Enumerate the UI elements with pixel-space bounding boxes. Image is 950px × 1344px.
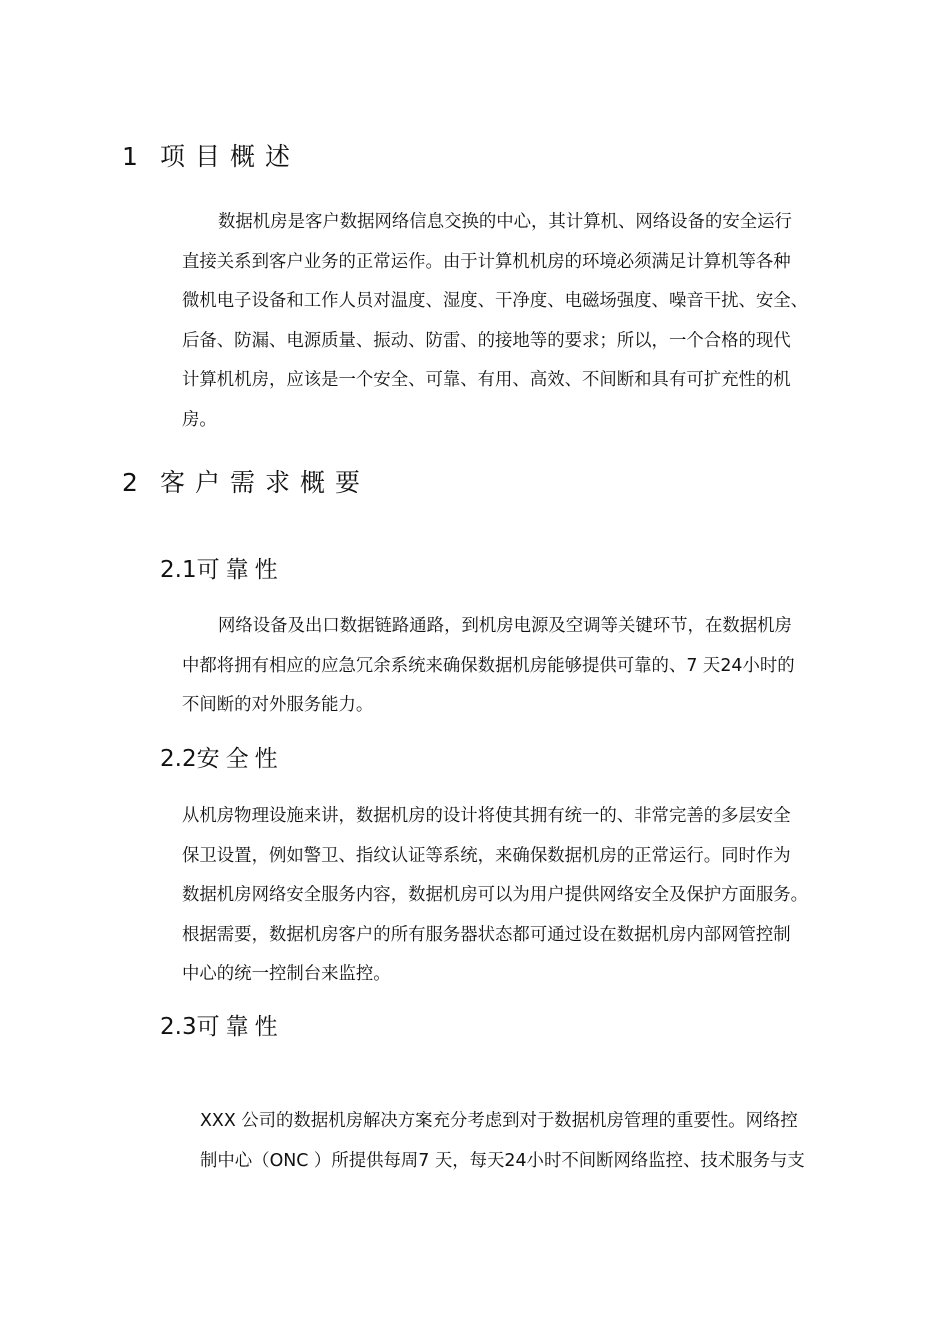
paragraph-line: 网络设备及出口数据链路通路，到机房电源及空调等关键环节，在数据机房 (218, 616, 792, 636)
section-2-title: 客户需求概要 (160, 468, 371, 497)
subsection-2-1-number: 2.1 (160, 557, 197, 583)
paragraph-line: 房。 (182, 409, 217, 430)
subsection-2-1-paragraph (182, 607, 882, 726)
paragraph-line: 制中心（ONC ）所提供每周7 天，每天24小时不间断网络监控、技术服务与支 (200, 1150, 805, 1171)
section-1-heading (122, 142, 300, 172)
section-1-number: 1 (122, 142, 138, 171)
subsection-2-3-heading (160, 1013, 284, 1041)
subsection-2-3-number: 2.3 (160, 1014, 197, 1040)
section-1-title: 项目概述 (160, 142, 301, 171)
paragraph-line: 根据需要，数据机房客户的所有服务器状态都可通过设在数据机房内部网管控制 (182, 924, 791, 945)
paragraph-line: 数据机房是客户数据网络信息交换的中心，其计算机、网络设备的安全运行 (218, 212, 792, 232)
subsection-2-2-heading (160, 745, 284, 773)
subsection-2-2-title: 安全性 (196, 746, 284, 772)
subsection-2-3-paragraph (200, 1102, 900, 1181)
paragraph-line: 不间断的对外服务能力。 (182, 695, 374, 715)
paragraph-line: 中心的统一控制台来监控。 (182, 964, 391, 984)
section-2-heading (122, 468, 370, 498)
paragraph-line: XXX 公司的数据机房解决方案充分考虑到对于数据机房管理的重要性。网络控 (200, 1111, 798, 1131)
subsection-2-3-title: 可靠性 (196, 1014, 284, 1040)
paragraph-line: 微机电子设备和工作人员对温度、湿度、干净度、电磁场强度、噪音干扰、安全、 (182, 291, 809, 311)
subsection-2-1-heading (160, 556, 284, 584)
subsection-2-1-title: 可靠性 (196, 557, 284, 583)
paragraph-line: 从机房物理设施来讲，数据机房的设计将使其拥有统一的、非常完善的多层安全 (182, 806, 791, 826)
subsection-2-2-paragraph (182, 797, 902, 995)
paragraph-line: 中都将拥有相应的应急冗余系统来确保数据机房能够提供可靠的、7 天24小时的 (182, 655, 795, 676)
paragraph-line: 后备、防漏、电源质量、振动、防雷、的接地等的要求；所以，一个合格的现代 (182, 330, 791, 351)
paragraph-line: 直接关系到客户业务的正常运作。由于计算机机房的环境必须满足计算机等各种 (182, 251, 791, 272)
section-1-paragraph (182, 203, 882, 440)
paragraph-line: 保卫设置，例如警卫、指纹认证等系统，来确保数据机房的正常运行。同时作为 (182, 845, 791, 866)
paragraph-line: 数据机房网络安全服务内容，数据机房可以为用户提供网络安全及保护方面服务。 (182, 885, 809, 905)
subsection-2-2-number: 2.2 (160, 746, 197, 772)
paragraph-line: 计算机机房，应该是一个安全、可靠、有用、高效、不间断和具有可扩充性的机 (182, 370, 791, 390)
section-2-number: 2 (122, 468, 138, 497)
